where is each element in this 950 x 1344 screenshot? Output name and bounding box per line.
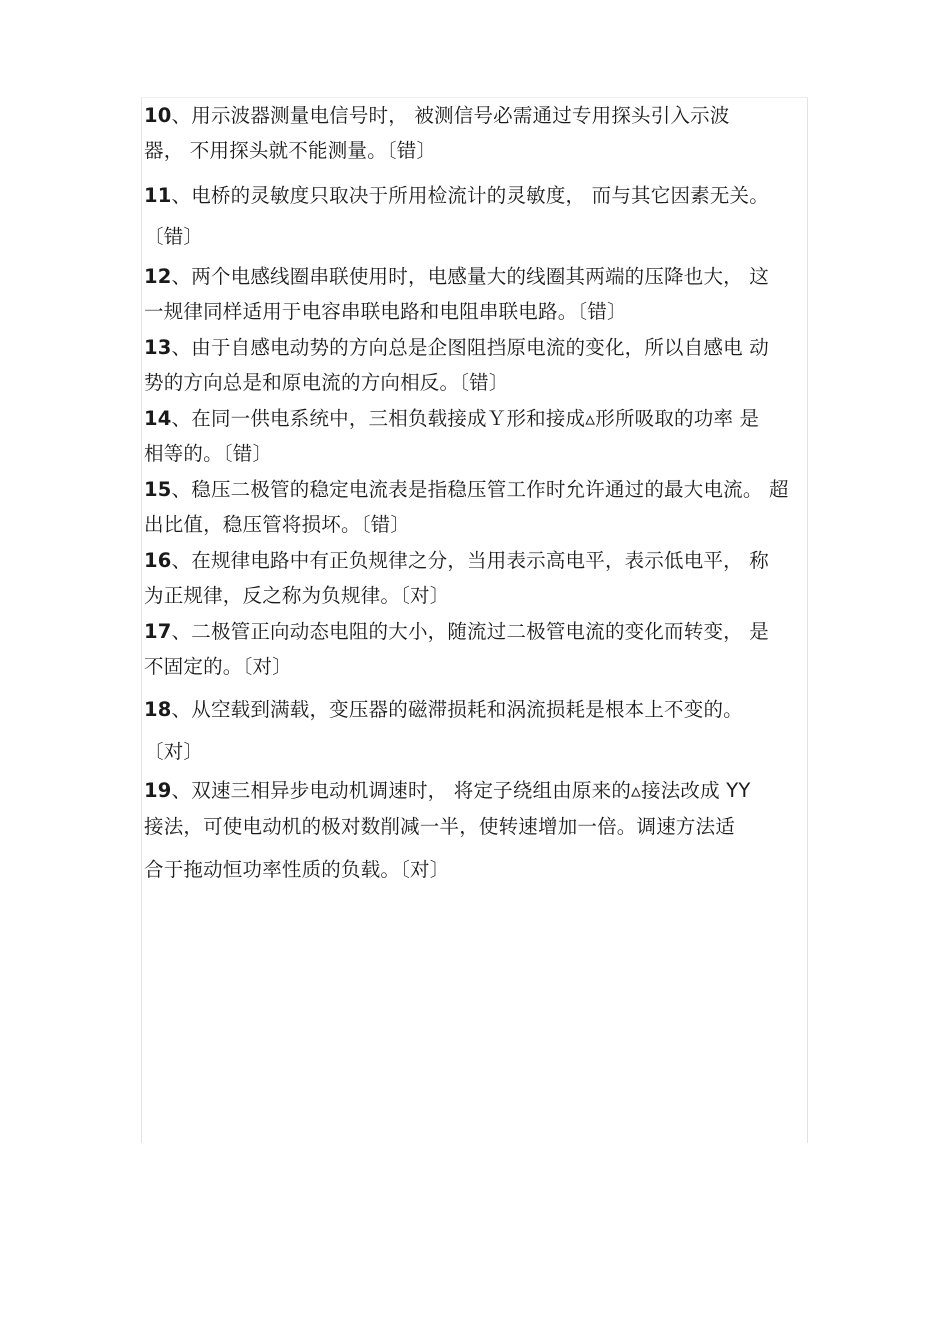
- enum-mark: 、: [171, 779, 192, 802]
- enum-mark: 、: [171, 104, 192, 127]
- question-10-line-1: [144, 100, 730, 128]
- question-text: 电桥的灵敏度只取决于所用检流计的灵敏度， 而与其它因素无关。: [191, 184, 769, 207]
- question-10-line-2: 器， 不用探头就不能测量。〔错〕: [144, 139, 437, 162]
- enum-mark: 、: [171, 549, 192, 572]
- question-text: 用示波器测量电信号时， 被测信号必需通过专用探头引入示波: [191, 104, 730, 127]
- enum-mark: 、: [171, 478, 192, 501]
- question-number: 14: [144, 407, 172, 430]
- question-15-line-2: 出比值，稳压管将损坏。〔错〕: [144, 513, 411, 536]
- question-13-line-1: [144, 332, 769, 360]
- enum-mark: 、: [171, 698, 192, 721]
- question-text: 在同一供电系统中，三相负载接成Ｙ形和接成▵形所吸取的功率 是: [191, 407, 760, 430]
- question-12-line-1: [144, 261, 769, 289]
- question-text: 两个电感线圈串联使用时，电感量大的线圈其两端的压降也大， 这: [191, 265, 769, 288]
- question-number: 17: [144, 620, 172, 643]
- question-number: 10: [144, 104, 172, 127]
- question-17-line-2: 不固定的。〔对〕: [144, 655, 292, 678]
- question-number: 16: [144, 549, 172, 572]
- question-17-line-1: [144, 616, 769, 644]
- question-19-line-3: 合于拖动恒功率性质的负载。〔对〕: [144, 858, 450, 881]
- question-16-line-1: [144, 545, 769, 573]
- question-12-line-2: 一规律同样适用于电容串联电路和电阻串联电路。〔错〕: [144, 300, 627, 323]
- question-text: 由于自感电动势的方向总是企图阻挡原电流的变化，所以自感电 动: [191, 336, 769, 359]
- question-number: 19: [144, 779, 172, 802]
- question-number: 11: [144, 184, 172, 207]
- question-16-line-2: 为正规律，反之称为负规律。〔对〕: [144, 584, 450, 607]
- enum-mark: 、: [171, 265, 192, 288]
- question-number: 13: [144, 336, 172, 359]
- question-text: 在规律电路中有正负规律之分，当用表示高电平，表示低电平， 称: [191, 549, 769, 572]
- question-15-line-1: [144, 474, 789, 502]
- enum-mark: 、: [171, 407, 192, 430]
- question-11-line-2: 〔错〕: [144, 225, 204, 248]
- question-text: 二极管正向动态电阻的大小，随流过二极管电流的变化而转变， 是: [191, 620, 769, 643]
- question-18-line-1: [144, 694, 743, 722]
- question-14-line-2: 相等的。〔错〕: [144, 442, 273, 465]
- question-number: 12: [144, 265, 172, 288]
- question-text: 稳压二极管的稳定电流表是指稳压管工作时允许通过的最大电流。 超: [191, 478, 789, 501]
- question-text: 从空载到满载，变压器的磁滞损耗和涡流损耗是根本上不变的。: [191, 698, 743, 721]
- question-number: 15: [144, 478, 172, 501]
- question-11-line-1: [144, 180, 769, 208]
- question-19-line-1: [144, 775, 750, 803]
- enum-mark: 、: [171, 184, 192, 207]
- question-text: 双速三相异步电动机调速时， 将定子绕组由原来的▵接法改成 YY: [191, 779, 751, 802]
- question-18-line-2: 〔对〕: [144, 740, 204, 763]
- enum-mark: 、: [171, 620, 192, 643]
- question-13-line-2: 势的方向总是和原电流的方向相反。〔错〕: [144, 371, 509, 394]
- enum-mark: 、: [171, 336, 192, 359]
- question-14-line-1: [144, 403, 759, 431]
- question-19-line-2: 接法，可使电动机的极对数削减一半，使转速增加一倍。调速方法适: [144, 815, 736, 838]
- question-number: 18: [144, 698, 172, 721]
